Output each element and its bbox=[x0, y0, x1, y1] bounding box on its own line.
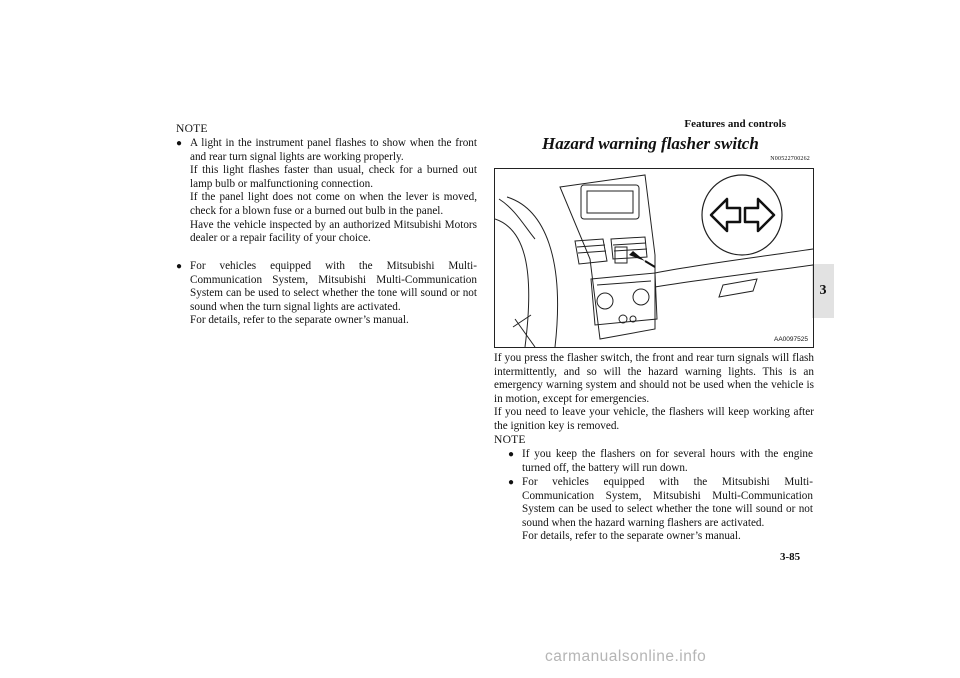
left-note-bullet-1: ● A light in the instrument panel flashes to show when the front and rear turn signal lights are working properly. If this light flashes faster than usual, check for a burned out lamp bulb or malfunctioning connection. If the panel light does not come on when the lever is moved, check for a blown fuse or a burned out bulb in the panel. Have the vehicle inspected by an authorized Mitsubishi Motors dealer or a repair facility of your choice. bbox=[176, 137, 477, 245]
section-header: Features and controls bbox=[684, 118, 786, 130]
bullet-icon: ● bbox=[508, 477, 515, 488]
bullet-icon: ● bbox=[508, 449, 515, 460]
left-note-bullet-2: ● For vehicles equipped with the Mitsubishi Multi-Communication System, Mitsubishi Multi-Communication System can be used to select whether the tone will sound or not sound when the turn signal lights are activated. For details, refer to the separate owner’s manual. bbox=[176, 260, 477, 327]
note-label-left: NOTE bbox=[176, 122, 208, 135]
note-label-right: NOTE bbox=[494, 433, 526, 446]
page-number: 3-85 bbox=[780, 551, 801, 563]
bullet-icon: ● bbox=[176, 261, 183, 272]
chapter-tab: 3 bbox=[812, 264, 834, 318]
right-note-bullet-1: ● If you keep the flashers on for several hours with the engine turned off, the battery will run down. bbox=[508, 448, 813, 474]
figure-label: AA0097525 bbox=[774, 336, 808, 343]
bullet-icon: ● bbox=[176, 138, 183, 149]
dashboard-drawing bbox=[495, 169, 813, 347]
section-heading: Hazard warning flasher switch bbox=[542, 134, 759, 153]
footer-watermark: carmanualsonline.info bbox=[545, 648, 707, 665]
section-body: If you press the flasher switch, the front and rear turn signals will flash intermittently, and so will the hazard warning lights. This is an emergency warning system and should not be used when the vehicle is in motion, except for emergencies. If you need to leave your vehicle, the flashers will keep working after the ignition key is removed. bbox=[494, 352, 814, 432]
right-note-bullet-2: ● For vehicles equipped with the Mitsubishi Multi-Communication System, Mitsubishi Multi-Communication System can be used to select whether the tone will sound or not sound when the hazard warning flashers are activated. For details, refer to the separate owner’s manual. bbox=[508, 476, 813, 543]
dashboard-illustration bbox=[494, 168, 814, 348]
section-code: N00522700262 bbox=[770, 156, 810, 162]
